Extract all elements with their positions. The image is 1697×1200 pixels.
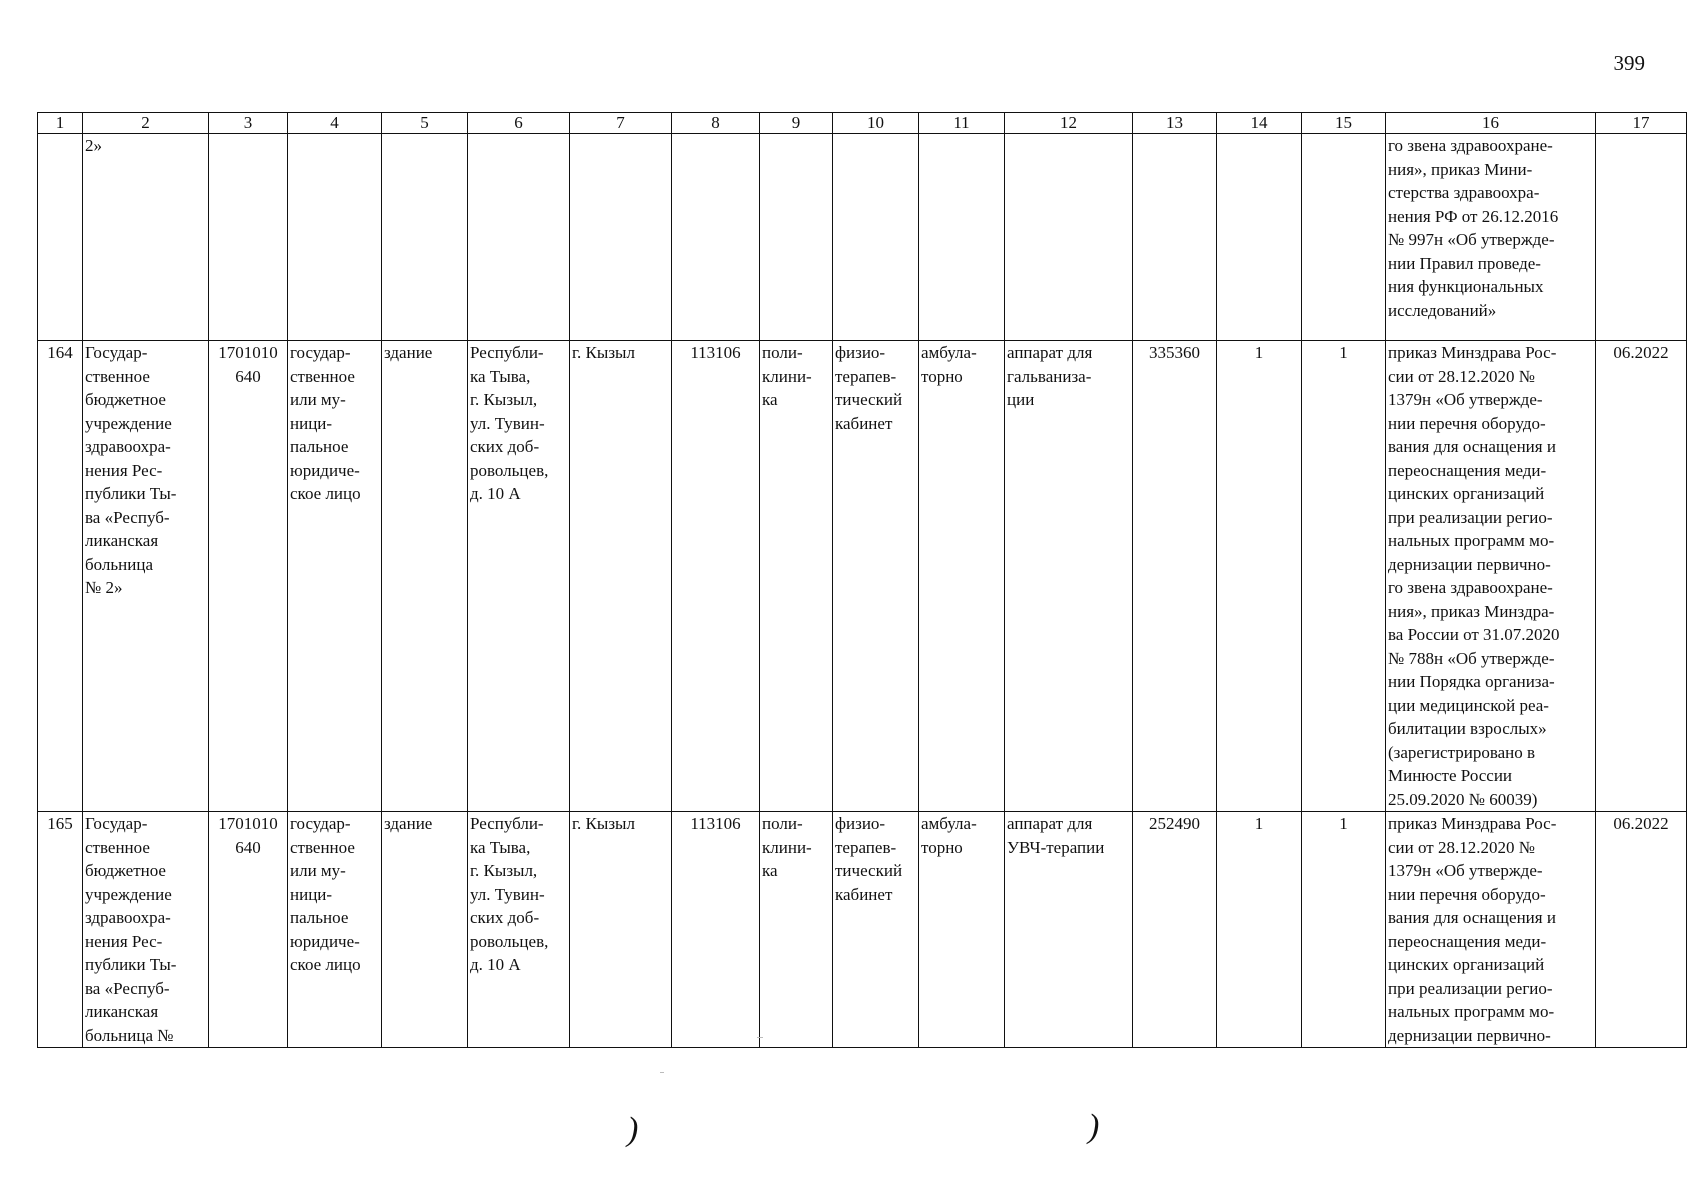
column-number: 12	[1005, 113, 1133, 134]
quantity-2: 1	[1302, 812, 1386, 1048]
room: физио- терапев- тический кабинет	[833, 812, 919, 1048]
index-code: 113106	[672, 341, 760, 812]
page-number: 399	[1613, 51, 1645, 75]
object-type: здание	[382, 341, 468, 812]
quantity: 1	[1217, 812, 1302, 1048]
owner-type: государ- ственное или му- ници- пальное юридиче- ское лицо	[288, 341, 382, 812]
org-code: 1701010 640	[209, 812, 288, 1048]
organization-name: Государ- ственное бюджетное учреждение здравоохра- нения Рес- публики Ты- ва «Респуб- ликанская больница № 2»	[83, 341, 209, 812]
column-number: 10	[833, 113, 919, 134]
handwritten-mark: )	[1088, 1108, 1100, 1145]
equipment-table	[37, 112, 1687, 1048]
org-code: 1701010 640	[209, 341, 288, 812]
column-number: 3	[209, 113, 288, 134]
price: 252490	[1133, 812, 1217, 1048]
city: г. Кызыл	[570, 341, 672, 812]
unit: поли- клини- ка	[760, 341, 833, 812]
unit: поли- клини- ка	[760, 812, 833, 1048]
column-number: 7	[570, 113, 672, 134]
date: 06.2022	[1596, 812, 1687, 1048]
price: 335360	[1133, 341, 1217, 812]
handwritten-mark: )	[627, 1111, 639, 1148]
scan-artifact	[757, 1037, 763, 1038]
care-mode: амбула- торно	[919, 341, 1005, 812]
quantity-2: 1	[1302, 341, 1386, 812]
care-mode: амбула- торно	[919, 812, 1005, 1048]
column-number: 9	[760, 113, 833, 134]
column-number: 4	[288, 113, 382, 134]
column-number: 16	[1386, 113, 1596, 134]
scan-artifact	[660, 1072, 664, 1073]
legal-basis: приказ Минздрава Рос- сии от 28.12.2020 № 1379н «Об утвержде- нии перечня оборудо- вания для оснащения и переоснащения меди- цинских организаций при реализации регио- нальных программ мо- дернизации первично- го звена здравоохране- ния», приказ Минздра- ва России от 31.07.2020 № 788н «Об утвержде- нии Порядка организа- ции медицинской реа- билитации взрослых» (зарегистрировано в Минюсте России 25.09.2020 № 60039)	[1386, 341, 1596, 812]
address: Республи- ка Тыва, г. Кызыл, ул. Тувин- ских доб- ровольцев, д. 10 А	[468, 341, 570, 812]
table-row	[38, 812, 1687, 1048]
room: физио- терапев- тический кабинет	[833, 341, 919, 812]
column-number: 1	[38, 113, 83, 134]
table-row	[38, 341, 1687, 812]
column-number: 15	[1302, 113, 1386, 134]
address: Республи- ка Тыва, г. Кызыл, ул. Тувин- ских доб- ровольцев, д. 10 А	[468, 812, 570, 1048]
legal-basis: приказ Минздрава Рос- сии от 28.12.2020 № 1379н «Об утвержде- нии перечня оборудо- вания для оснащения и переоснащения меди- цинских организаций при реализации регио- нальных программ мо- дернизации первично-	[1386, 812, 1596, 1048]
equipment-name: аппарат для гальваниза- ции	[1005, 341, 1133, 812]
owner-type: государ- ственное или му- ници- пальное юридиче- ское лицо	[288, 812, 382, 1048]
row-number: 164	[38, 341, 83, 812]
column-number: 5	[382, 113, 468, 134]
index-code: 113106	[672, 812, 760, 1048]
equipment-name: аппарат для УВЧ-терапии	[1005, 812, 1133, 1048]
row-number: 165	[38, 812, 83, 1048]
column-number: 8	[672, 113, 760, 134]
organization-name: Государ- ственное бюджетное учреждение здравоохра- нения Рес- публики Ты- ва «Респуб- ликанская больница №	[83, 812, 209, 1048]
column-number-row	[38, 113, 1687, 134]
column-number: 14	[1217, 113, 1302, 134]
date: 06.2022	[1596, 341, 1687, 812]
column-number: 2	[83, 113, 209, 134]
column-number: 13	[1133, 113, 1217, 134]
legal-basis-tail: го звена здравоохране- ния», приказ Мини- стерства здравоохра- нения РФ от 26.12.2016 № 997н «Об утвержде- нии Правил проведе- ния функциональных исследований»	[1386, 134, 1596, 341]
column-number: 6	[468, 113, 570, 134]
column-number: 17	[1596, 113, 1687, 134]
column-number: 11	[919, 113, 1005, 134]
org-name-tail: 2»	[83, 134, 209, 341]
object-type: здание	[382, 812, 468, 1048]
city: г. Кызыл	[570, 812, 672, 1048]
quantity: 1	[1217, 341, 1302, 812]
continuation-row	[38, 134, 1687, 341]
